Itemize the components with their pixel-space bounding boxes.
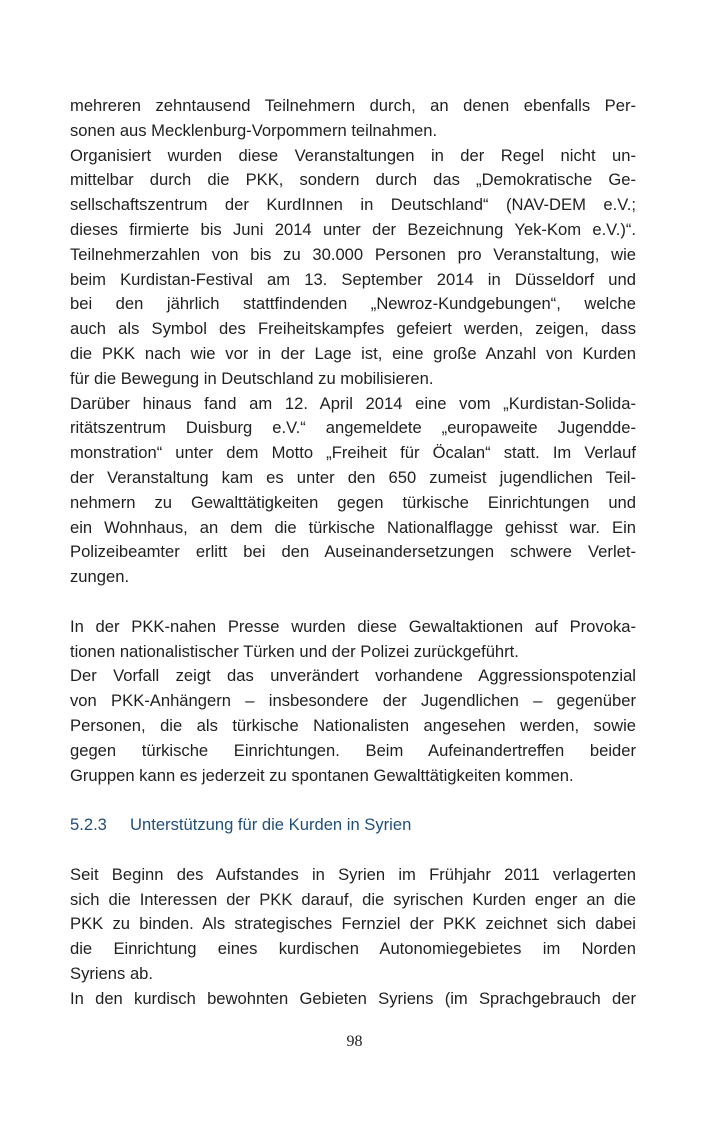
- page-body: [70, 94, 636, 1011]
- text-line: auch als Symbol des Freiheitskampfes gefeiert werden, zeigen, dass: [70, 319, 636, 339]
- paragraph-6: [70, 863, 636, 987]
- text-line: beim Kurdistan-Festival am 13. September 2014 in Düsseldorf und: [70, 269, 636, 289]
- text-line: sich die Interessen der PKK darauf, die syrischen Kurden enger an die: [70, 889, 636, 909]
- text-line: Teilnehmerzahlen von bis zu 30.000 Personen pro Veranstaltung, wie: [70, 244, 636, 264]
- text-line: In den kurdisch bewohnten Gebieten Syriens (im Sprachgebrauch der: [70, 988, 636, 1008]
- paragraph-spacer: [70, 838, 636, 863]
- text-line: gegen türkische Einrichtungen. Beim Aufeinandertreffen beider: [70, 740, 636, 760]
- text-line: Personen, die als türkische Nationalisten angesehen werden, sowie: [70, 715, 636, 735]
- section-heading: [70, 813, 636, 838]
- text-line: mittelbar durch die PKK, sondern durch das „Demokratische Ge-: [70, 170, 636, 190]
- text-line: PKK zu binden. Als strategisches Fernziel der PKK zeichnet sich dabei: [70, 914, 636, 934]
- page-number: 98: [346, 1033, 363, 1050]
- text-line: von PKK-Anhängern – insbesondere der Jugendlichen – gegenüber: [70, 691, 636, 711]
- paragraph-spacer: [70, 590, 636, 615]
- paragraph-1: [70, 94, 636, 144]
- text-line: der Veranstaltung kam es unter den 650 zumeist jugendlichen Teil-: [70, 467, 636, 487]
- paragraph-4: [70, 615, 636, 665]
- text-line: sonen aus Mecklenburg-Vorpommern teilnahmen.: [70, 120, 438, 140]
- text-line: dieses firmierte bis Juni 2014 unter der Bezeichnung Yek-Kom e.V.)“.: [70, 219, 636, 239]
- text-line: die PKK nach wie vor in der Lage ist, eine große Anzahl von Kurden: [70, 343, 636, 363]
- paragraph-3: [70, 392, 636, 590]
- paragraph-5: [70, 664, 636, 788]
- paragraph-7: [70, 987, 636, 1012]
- text-line: In der PKK-nahen Presse wurden diese Gewaltaktionen auf Provoka-: [70, 616, 636, 636]
- text-line: Der Vorfall zeigt das unverändert vorhandene Aggressionspotenzial: [70, 666, 636, 686]
- text-line: Seit Beginn des Aufstandes in Syrien im Frühjahr 2011 verlagerten: [70, 864, 636, 884]
- text-line: Darüber hinaus fand am 12. April 2014 eine vom „Kurdistan-Solida-: [70, 393, 636, 413]
- text-line: die Einrichtung eines kurdischen Autonomiegebietes im Norden: [70, 939, 636, 959]
- section-title: Unterstützung für die Kurden in Syrien: [130, 815, 412, 835]
- text-line: nehmern zu Gewalttätigkeiten gegen türkische Einrichtungen und: [70, 492, 636, 512]
- paragraph-spacer: [70, 788, 636, 813]
- section-number: 5.2.3: [70, 815, 107, 835]
- text-line: Gruppen kann es jederzeit zu spontanen Gewalttätigkeiten kommen.: [70, 765, 574, 785]
- text-line: Organisiert wurden diese Veranstaltungen in der Regel nicht un-: [70, 145, 636, 165]
- text-line: sellschaftszentrum der KurdInnen in Deutschland“ (NAV-DEM e.V.;: [70, 195, 636, 215]
- text-line: mehreren zehntausend Teilnehmern durch, an denen ebenfalls Per-: [70, 96, 636, 115]
- text-line: monstration“ unter dem Motto „Freiheit für Öcalan“ statt. Im Verlauf: [70, 443, 636, 463]
- text-line: tionen nationalistischer Türken und der Polizei zurückgeführt.: [70, 641, 519, 661]
- text-line: Polizeibeamter erlitt bei den Auseinandersetzungen schwere Verlet-: [70, 542, 636, 562]
- text-line: Syriens ab.: [70, 963, 154, 983]
- text-line: bei den jährlich stattfindenden „Newroz-Kundgebungen“, welche: [70, 294, 636, 314]
- text-line: ritätszentrum Duisburg e.V.“ angemeldete „europaweite Jugendde-: [70, 418, 636, 438]
- text-line: ein Wohnhaus, an dem die türkische Nationalflagge gehisst war. Ein: [70, 517, 636, 537]
- text-line: für die Bewegung in Deutschland zu mobilisieren.: [70, 368, 434, 388]
- paragraph-2: [70, 144, 636, 392]
- text-line: zungen.: [70, 567, 130, 587]
